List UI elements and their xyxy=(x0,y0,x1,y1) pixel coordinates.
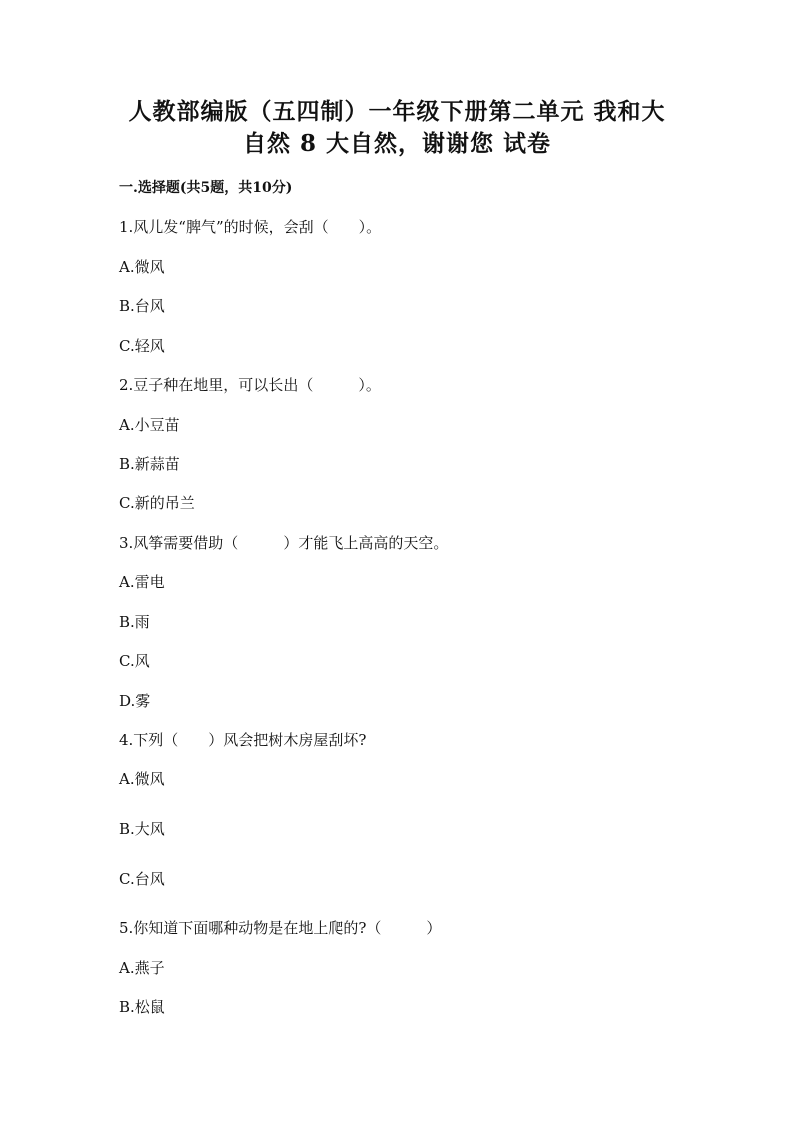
question-3-option-b: B.雨 xyxy=(119,613,150,631)
question-3-stem: 3.风筝需要借助（ ）才能飞上高高的天空。 xyxy=(119,534,449,552)
question-5-option-b: B.松鼠 xyxy=(119,998,165,1016)
section-heading: 一.选择题(共5题，共10分) xyxy=(119,180,293,196)
question-1-option-b: B.台风 xyxy=(119,297,165,315)
question-3-option-c: C.风 xyxy=(119,652,150,670)
page-title-line-1: 人教部编版（五四制）一年级下册第二单元 我和大 xyxy=(128,98,666,125)
question-1-option-c: C.轻风 xyxy=(119,337,165,355)
question-2-option-a: A.小豆苗 xyxy=(119,416,180,434)
page-title-line-2: 自然 8 大自然，谢谢您 试卷 xyxy=(242,130,552,157)
question-5-option-a: A.燕子 xyxy=(119,959,165,977)
question-4-stem: 4.下列（ ）风会把树木房屋刮坏? xyxy=(119,731,367,749)
question-2-option-c: C.新的吊兰 xyxy=(119,494,195,512)
question-3-option-a: A.雷电 xyxy=(119,573,165,591)
question-5-stem: 5.你知道下面哪种动物是在地上爬的?（ ） xyxy=(119,919,442,937)
question-4-option-c: C.台风 xyxy=(119,870,165,888)
question-3-option-d: D.雾 xyxy=(119,692,151,710)
question-4-option-b: B.大风 xyxy=(119,820,165,838)
question-1-option-a: A.微风 xyxy=(119,258,165,276)
question-2-stem: 2.豆子种在地里，可以长出（ ）。 xyxy=(119,376,381,394)
question-2-option-b: B.新蒜苗 xyxy=(119,455,180,473)
question-4-option-a: A.微风 xyxy=(119,770,165,788)
question-1-stem: 1.风儿发“脾气”的时候，会刮（ ）。 xyxy=(119,218,382,236)
